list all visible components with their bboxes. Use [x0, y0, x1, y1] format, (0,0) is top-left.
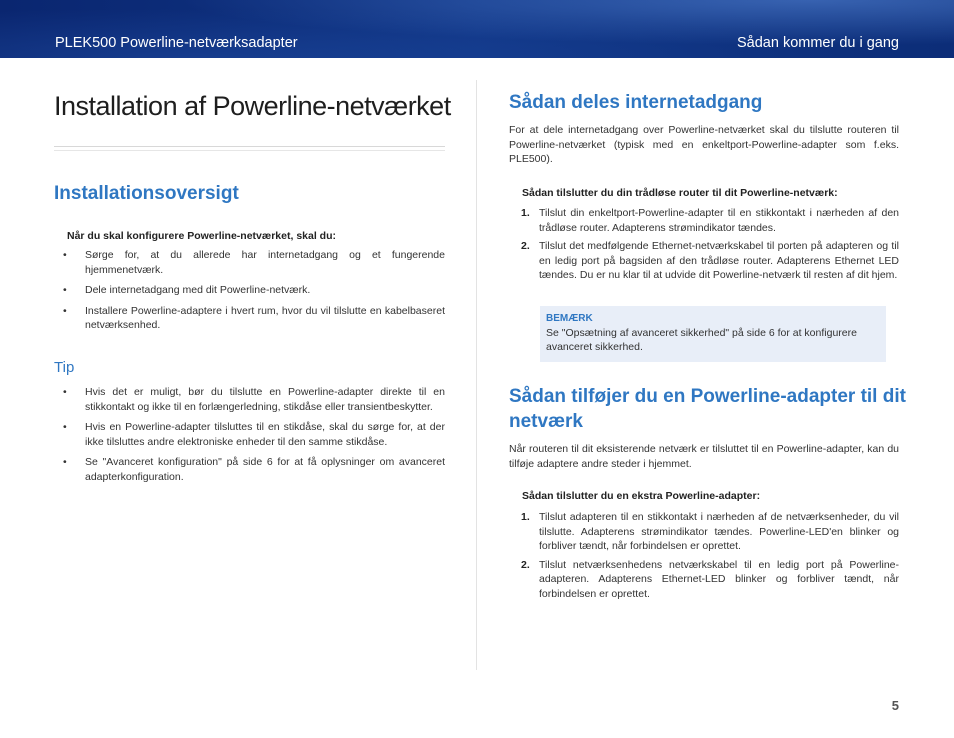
bullet-icon: • — [63, 249, 67, 261]
step-text: Tilslut din enkeltport-Powerline-adapter til en stikkontakt i nærheden af den trådløse router. Adapterens strømindikator tændes. — [539, 207, 899, 234]
add-adapter-heading: Sådan tilføjer du en Powerline-adapter til dit netværk — [509, 386, 906, 432]
title-divider-secondary — [54, 150, 445, 151]
step-text: Tilslut netværksenhedens netværkskabel til en ledig port på Powerline-adapteren. Adapterens Ethernet-LED blinker og forbliver tændt, når forbindelsen er oprettet. — [539, 558, 899, 600]
share-heading: Sådan deles internetadgang — [509, 92, 763, 113]
tip-heading: Tip — [54, 359, 75, 376]
list-item-text: Sørge for, at du allerede har internetadgang og et fungerende hjemmenetværk. — [85, 249, 445, 276]
step-number: 1. — [521, 207, 530, 219]
note-label: BEMÆRK — [546, 313, 593, 324]
add-steps — [509, 510, 899, 605]
header-section-name: Sådan kommer du i gang — [736, 35, 899, 51]
share-intro: For at dele internetadgang over Powerline-netværket skal du tilslutte routeren til Powerline-netværket (typisk med en enkeltport-Powerline-adapter som f.eks. PLE500). — [509, 124, 899, 165]
step-item — [509, 558, 899, 602]
list-item-text: Dele internetadgang med dit Powerline-netværk. — [85, 284, 311, 296]
list-item-text: Se "Avanceret konfiguration" på side 6 for at få oplysninger om avanceret adapterkonfiguration. — [85, 456, 445, 483]
page-number: 5 — [891, 698, 899, 713]
step-number: 2. — [521, 240, 530, 252]
overview-lead: Når du skal konfigurere Powerline-netværket, skal du: — [67, 230, 336, 242]
step-number: 2. — [521, 558, 530, 571]
page-title: Installation af Powerline-netværket — [54, 91, 451, 121]
step-text: Tilslut adapteren til en stikkontakt i nærheden af de netværksenheder, du vil tilslutte. Adapterens strømindikator tændes. Powerline-LED'en blinker og forbliver tændt, når forbindelsen er oprettet. — [539, 511, 899, 552]
note-box — [540, 306, 886, 362]
page-header — [0, 0, 954, 58]
column-divider — [476, 80, 477, 670]
step-item — [509, 239, 899, 283]
list-item — [56, 420, 445, 449]
bullet-icon: • — [63, 304, 67, 317]
bullet-icon: • — [63, 421, 67, 433]
list-item-text: Hvis en Powerline-adapter tilsluttes til en stikdåse, skal du sørge for, at der ikke tilsluttes andre elektroniske enheder til den samme stikdåse. — [85, 421, 445, 448]
share-lead: Sådan tilslutter du din trådløse router til dit Powerline-netværk: — [522, 187, 838, 199]
overview-heading: Installationsoversigt — [54, 183, 239, 204]
tip-list — [56, 385, 445, 490]
add-lead: Sådan tilslutter du en ekstra Powerline-adapter: — [522, 490, 761, 502]
step-number: 1. — [521, 511, 530, 523]
title-divider — [54, 146, 445, 147]
bullet-icon: • — [63, 456, 67, 468]
list-item — [56, 385, 445, 414]
list-item — [56, 248, 445, 277]
list-item — [56, 283, 445, 298]
bullet-icon: • — [63, 284, 67, 296]
step-item — [509, 510, 899, 554]
note-text: Se "Opsætning af avanceret sikkerhed" på side 6 for at konfigurere avanceret sikkerhed. — [546, 327, 857, 353]
share-steps — [509, 206, 899, 287]
step-text: Tilslut det medfølgende Ethernet-netværkskabel til porten på adapteren og til en ledig port på bagsiden af den trådløse router. Adapterens Ethernet LED tændes. Du er nu klar til at udvide dit Powerline-netværk til resten af dit hjem. — [539, 240, 899, 281]
bullet-icon: • — [63, 386, 67, 398]
list-item-text: Hvis det er muligt, bør du tilslutte en Powerline-adapter direkte til en stikkontakt og ikke til en forlængerledning, stikdåse eller transientbeskytter. — [85, 386, 445, 413]
list-item — [56, 455, 445, 484]
add-intro: Når routeren til dit eksisterende netværk er tilsluttet til en Powerline-adapter, kan du tilføje adaptere andre steder i hjemmet. — [509, 443, 899, 470]
step-item — [509, 206, 899, 235]
list-item-text: Installere Powerline-adaptere i hvert rum, hvor du vil tilslutte en kabelbaseret netværksenhed. — [85, 304, 445, 331]
overview-list — [56, 248, 445, 339]
header-product-name: PLEK500 Powerline-netværksadapter — [55, 35, 298, 51]
list-item — [56, 304, 445, 333]
